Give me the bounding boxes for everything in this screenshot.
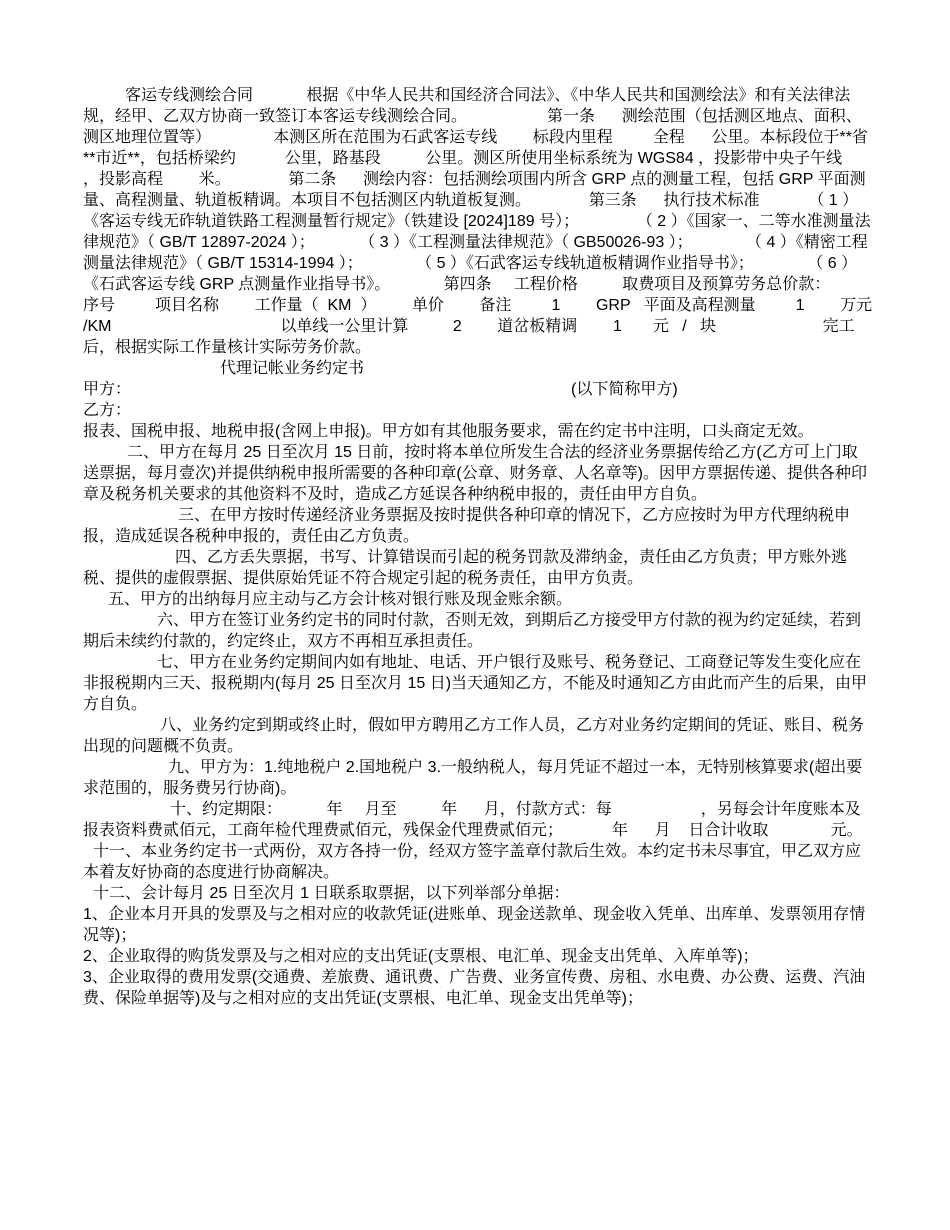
list-item-paragraph-3: 3、企业取得的费用发票(交通费、差旅费、通讯费、广告费、业务宣传费、房租、水电费、办公费、运费、汽油费、保险单据等)及与之相对应的支出凭证(支票根、电汇单、现金支出凭单等)； [83, 969, 866, 1007]
clause-paragraph-9: 九、甲方为：1.纯地税户 2.国地税户 3.一般纳税人，每月凭证不超过一本，无特别核算要求(超出要求范围的，服务费另行协商)。 [83, 759, 863, 797]
document-page [83, 85, 897, 1009]
clause-paragraph-10: 十、约定期限： 年 月至 年 月，付款方式：每 ，另每会计年度账本及报表资料费贰佰元，工商年检代理费贰佰元，残保金代理费贰佰元； 年 月 日合计收取 元。 [83, 801, 863, 839]
clause-paragraph-3: 三、在甲方按时传递经济业务票据及按时提供各种印章的情况下，乙方应按时为甲方代理纳税申报，造成延误各税种申报的，责任由乙方负责。 [83, 507, 851, 545]
list-item-paragraph-2: 2、企业取得的购货发票及与之相对应的支出凭证(支票根、电汇单、现金支出凭单、入库单等)； [83, 948, 759, 965]
party-a-line [83, 379, 873, 400]
clause-paragraph-4: 四、乙方丢失票据，书写、计算错误而引起的税务罚款及滞纳金，责任由乙方负责；甲方账外逃税、提供的虚假票据、提供原始凭证不符合规定引起的税务责任，由甲方负责。 [83, 549, 848, 587]
list-item-paragraph-1: 1、企业本月开具的发票及与之相对应的收款凭证(进账单、现金送款单、现金收入凭单、出库单、发票领用存情况等)； [83, 906, 866, 944]
clause-paragraph-2: 二、甲方在每月 25 日至次月 15 日前，按时将本单位所发生合法的经济业务票据传给乙方(乙方可上门取送票据，每月壹次)并提供纳税申报所需要的各种印章(公章、财务章、人名章等)。因甲方票据传递、提供各种印章及税务机关要求的其他资料不及时，造成乙方延误各种纳税申报的，责任由甲方自负。 [83, 444, 867, 503]
clause-paragraph-5: 五、甲方的出纳每月应主动与乙方会计核对银行账及现金账余额。 [108, 591, 573, 608]
party-a-label: 甲方： [83, 381, 132, 398]
party-a-note: (以下简称甲方) [571, 381, 678, 398]
clause-paragraph-8: 八、业务约定到期或终止时，假如甲方聘用乙方工作人员，乙方对业务约定期间的凭证、账目、税务出现的问题概不负责。 [83, 717, 865, 755]
clause-paragraph-11: 十一、本业务约定书一式两份，双方各持一份，经双方签字盖章付款后生效。本约定书未尽事宜，甲乙双方应本着友好协商的态度进行协商解决。 [83, 843, 862, 881]
clause-paragraph-12: 十二、会计每月 25 日至次月 1 日联系取票据，以下列举部分单据： [93, 885, 570, 902]
agreement-title: 代理记帐业务约定书 [220, 360, 365, 377]
party-b-line: 乙方： [83, 402, 132, 419]
contract-paragraph: 客运专线测绘合同 根据《中华人民共和国经济合同法》、《中华人民共和国测绘法》和有关法律法规，经甲、乙双方协商一致签订本客运专线测绘合同。 第一条 测绘范围（包括测区地点、面积、测区地理位置等） 本测区所在范围为石武客运专线 标段内里程 全程 公里。本标段位于**省**市近**，包括桥梁约 公里，路基段 公里。测区所使用坐标系统为 WGS84 ，投影带中央子午线 ，投影高程 米。 第二条 测绘内容：包括测绘项围内所含 GRP 点的测量工程，包括 GRP 平面测量、高程测量、轨道板精调。本项目不包括测区内轨道板复测。 第三条 执行技术标准 （ 1 ）《客运专线无砟轨道铁路工程测量暂行规定》（铁建设 [2024]189 号）； （ 2 ）《国家一、二等水准测量法律规范》（ GB/T 12897-2024 ）； （ 3 ）《工程测量法律规范》（ GB50026-93 ）； （ 4 ）《精密工程测量法律规范》（ GB/T 15314-1994 ）； （ 5 ）《石武客运专线轨道板精调作业指导书》； （ 6 ）《石武客运专线 GRP 点测量作业指导书》。 第四条 工程价格 取费项目及预算劳务总价款： 序号 项目名称 工作量（ KM ） 单价 备注 1 GRP 平面及高程测量 1 万元 /KM 以单线一公里计算 2 道岔板精调 1 元 / 块 完工后，根据实际工作量核计实际劳务价款。 [83, 87, 897, 356]
clause-paragraph-6: 六、甲方在签订业务约定书的同时付款，否则无效，到期后乙方接受甲方付款的视为约定延续，若到期后未续约付款的，约定终止，双方不再相互承担责任。 [83, 612, 862, 650]
clause-paragraph-reports: 报表、国税申报、地税申报(含网上申报)。甲方如有其他服务要求，需在约定书中注明，口头商定无效。 [83, 423, 814, 440]
clause-paragraph-7: 七、甲方在业务约定期间内如有地址、电话、开户银行及账号、税务登记、工商登记等发生变化应在非报税期内三天、报税期内(每月 25 日至次月 15 日)当天通知乙方，不能及时通知乙方由此而产生的后果，由甲方自负。 [83, 654, 868, 713]
